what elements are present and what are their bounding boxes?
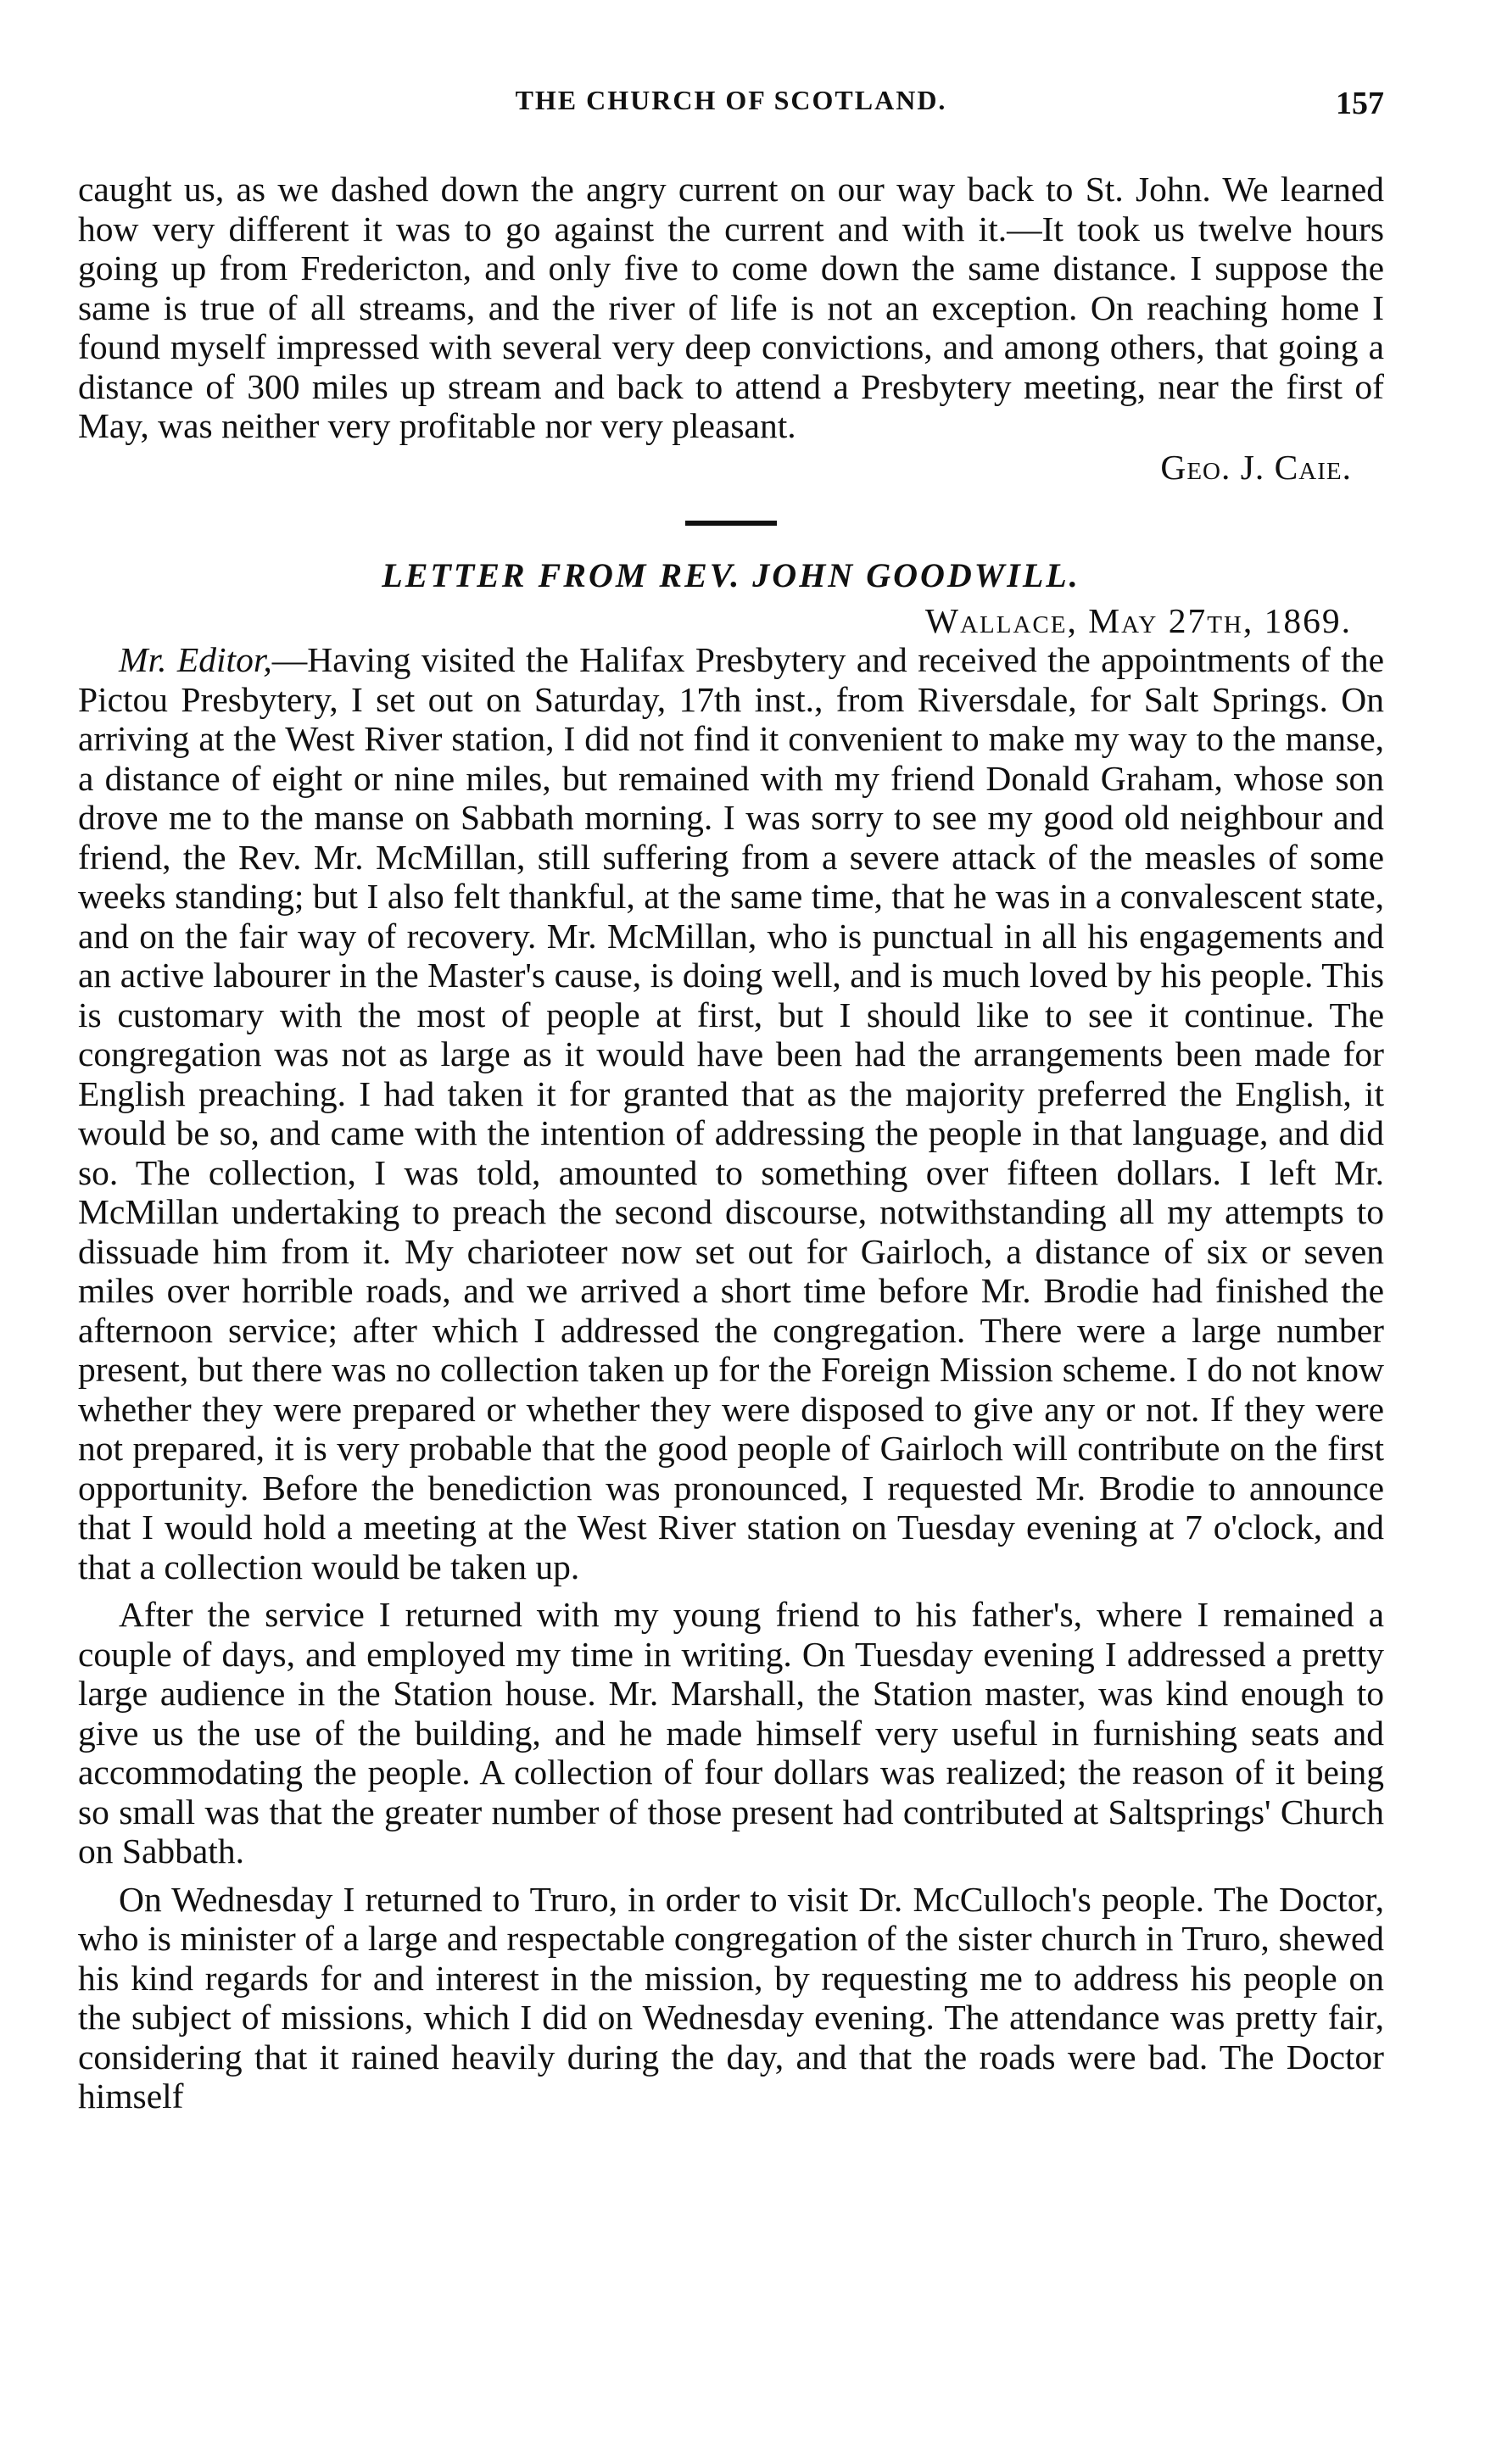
running-header [78, 85, 1384, 127]
letter-heading: LETTER FROM REV. JOHN GOODWILL. [382, 556, 1080, 594]
page-number: 157 [1336, 86, 1384, 121]
letter-paragraph-1 [78, 640, 1384, 1586]
running-title: THE CHURCH OF SCOTLAND. [515, 85, 947, 115]
continuation-paragraph: caught us, as we dashed down the angry current on our way back to St. John. We learned how very different it was to go against the current and with it.—It took us twelve hours going up from Fredericton, and only five to come down the same distance. I suppose the same is true of all streams, and the river of life is not an exception. On reaching home I found myself impressed with several very deep convictions, and among others, that going a distance of 300 miles up stream and back to attend a Presbytery meeting, near the first of May, was neither very profitable nor very pleasant. [78, 170, 1384, 445]
text-column [78, 170, 1384, 2116]
letter-paragraph-2: After the service I returned with my young friend to his father's, where I remained a couple of days, and employed my time in writing. On Tuesday evening I addressed a pretty large audience in the Station house. Mr. Marshall, the Station master, was kind enough to give us the use of the building, and he made himself very useful in furnishing seats and accommodating the people. A collection of four dollars was realized; the reason of it being so small was that the greater number of those present had contributed at Saltsprings' Church on Sabbath. [78, 1595, 1384, 1870]
letter-dateline: Wallace, May 27th, 1869. [924, 600, 1352, 640]
letter-salutation: Mr. Editor, [119, 640, 272, 679]
section-divider [685, 521, 777, 526]
author-signature: Geo. J. Caie. [1160, 447, 1352, 487]
letter-paragraph-1-text: —Having visited the Halifax Presbytery and received the appointments of the Pictou Presbytery, I set out on Saturday, 17th inst., from Riversdale, for Salt Springs. On arriving at the West River station, I did not find it convenient to make my way to the manse, a distance of eight or nine miles, but remained with my friend Donald Graham, whose son drove me to the manse on Sabbath morning. I was sorry to see my good old neighbour and friend, the Rev. Mr. McMillan, still suffering from a severe attack of the measles of some weeks standing; but I also felt thankful, at the same time, that he was in a convalescent state, and on the fair way of recovery. Mr. McMillan, who is punctual in all his engagements and an active labourer in the Master's cause, is doing well, and is much loved by his people. This is customary with the most of people at first, but I should like to see it continue. The congregation was not as large as it would have been had the arrangements been made for English preaching. I had taken it for granted that as the majority preferred the English, it would be so, and came with the intention of addressing the people in that language, and did so. The collection, I was told, amounted to something over fifteen dollars. I left Mr. McMillan undertaking to preach the second discourse, notwithstanding all my attempts to dissuade him from it. My charioteer now set out for Gairloch, a distance of six or seven miles over horrible roads, and we arrived a short time before Mr. Brodie had finished the afternoon service; after which I addressed the congregation. There were a large number present, but there was no collection taken up for the Foreign Mission scheme. I do not know whether they were prepared or whether they were disposed to give any or not. If they were not prepared, it is very probable that the good people of Gairloch will contribute on the first opportunity. Before the benediction was pronounced, I requested Mr. Brodie to announce that I would hold a meeting at the West River station on Tuesday evening at 7 o'clock, and that a collection would be taken up. [78, 640, 1384, 1586]
letter-paragraph-3: On Wednesday I returned to Truro, in order to visit Dr. McCulloch's people. The Doctor, who is minister of a large and respectable congregation of the sister church in Truro, shewed his kind regards for and interest in the mission, by requesting me to address his people on the subject of missions, which I did on Wednesday evening. The attendance was pretty fair, considering that it rained heavily during the day, and that the roads were bad. The Doctor himself [78, 1879, 1384, 2116]
